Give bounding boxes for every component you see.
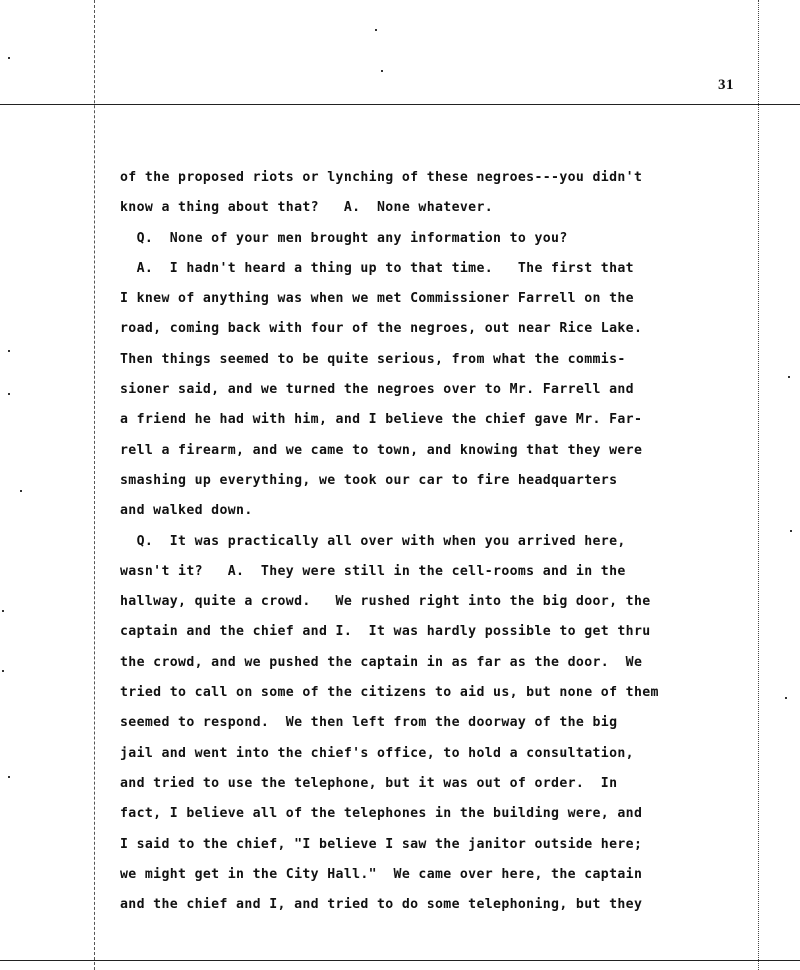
speck [375,29,377,31]
transcript-line: Then things seemed to be quite serious, from what the commis- [120,351,626,367]
transcript-line: wasn't it? A. They were still in the cell-rooms and in the [120,563,626,579]
left-margin-rule [94,0,95,970]
speck [2,670,4,672]
transcript-body [120,167,760,924]
transcript-line: we might get in the City Hall." We came over here, the captain [120,866,643,882]
speck [8,57,10,59]
speck [785,697,787,699]
speck [8,776,10,778]
speck [2,610,4,612]
transcript-line: of the proposed riots or lynching of these negroes---you didn't [120,170,643,185]
transcript-line: I said to the chief, "I believe I saw the janitor outside here; [120,836,643,852]
speck [381,70,383,72]
transcript-line: captain and the chief and I. It was hardly possible to get thru [120,624,651,640]
transcript-line: sioner said, and we turned the negroes over to Mr. Farrell and [120,382,634,398]
speck [8,350,10,352]
transcript-line: I knew of anything was when we met Commissioner Farrell on the [120,291,634,307]
transcript-line: A. I hadn't heard a thing up to that time. The first that [120,260,634,276]
speck [790,530,792,532]
transcript-line: jail and went into the chief's office, to hold a consultation, [120,745,634,761]
transcript-line: and the chief and I, and tried to do some telephoning, but they [120,897,643,913]
bottom-margin-rule [0,960,800,961]
top-margin-rule [0,104,800,105]
speck [8,393,10,395]
transcript-line: and walked down. [120,503,253,519]
transcript-line: road, coming back with four of the negroes, out near Rice Lake. [120,321,643,337]
transcript-line: hallway, quite a crowd. We rushed right into the big door, the [120,594,651,610]
transcript-line: Q. None of your men brought any information to you? [120,230,568,246]
transcript-line: Q. It was practically all over with when you arrived here, [120,533,626,549]
transcript-line: fact, I believe all of the telephones in the building were, and [120,806,643,822]
page-number: 31 [718,77,734,93]
transcript-line: a friend he had with him, and I believe the chief gave Mr. Far- [120,412,643,428]
speck [788,376,790,378]
transcript-line: smashing up everything, we took our car to fire headquarters [120,472,618,488]
transcript-line: tried to call on some of the citizens to aid us, but none of them [120,685,659,701]
transcript-line: rell a firearm, and we came to town, and knowing that they were [120,442,643,458]
transcript-line: seemed to respond. We then left from the doorway of the big [120,715,618,731]
transcript-line: the crowd, and we pushed the captain in as far as the door. We [120,654,643,670]
transcript-line: know a thing about that? A. None whatever. [120,200,494,216]
speck [20,490,22,492]
transcript-line: and tried to use the telephone, but it was out of order. In [120,775,618,791]
